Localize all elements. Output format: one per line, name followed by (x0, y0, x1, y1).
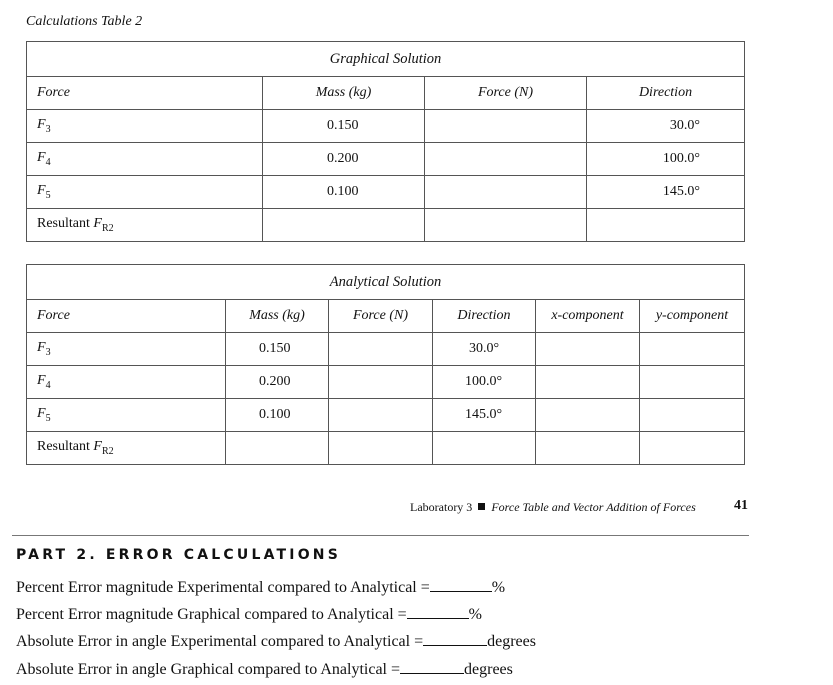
header-mass: Mass (kg) (226, 300, 329, 333)
header-x-component: x-component (536, 300, 640, 333)
square-bullet-icon (478, 503, 485, 510)
answer-blank[interactable] (423, 631, 487, 646)
direction-cell[interactable] (587, 209, 745, 242)
force-n-cell[interactable] (329, 333, 433, 366)
x-component-cell[interactable] (536, 366, 640, 399)
mass-cell: 0.100 (263, 176, 425, 209)
direction-cell: 100.0° (433, 366, 536, 399)
graphical-table-title: Graphical Solution (27, 42, 745, 77)
force-label: $F_3$ (27, 333, 226, 366)
table-row-resultant (27, 432, 745, 465)
page-number: 41 (734, 498, 748, 513)
error-line-1 (16, 577, 505, 597)
lab-label: Laboratory 3 (410, 500, 473, 514)
error-unit: degrees (464, 661, 513, 678)
error-line-2 (16, 604, 482, 624)
mass-cell[interactable] (226, 432, 329, 465)
header-direction: Direction (587, 77, 745, 110)
header-force: Force (27, 300, 226, 333)
x-component-cell[interactable] (536, 399, 640, 432)
table-row (27, 366, 745, 399)
page-footer (410, 500, 696, 515)
error-label: Percent Error magnitude Graphical compared to Analytical = (16, 606, 407, 623)
header-force: Force (27, 77, 263, 110)
header-direction: Direction (433, 300, 536, 333)
force-label: $F_4$ (27, 143, 263, 176)
force-label: $F_5$ (27, 399, 226, 432)
force-n-cell[interactable] (425, 209, 587, 242)
y-component-cell[interactable] (640, 399, 745, 432)
part2-heading: PART 2. ERROR CALCULATIONS (16, 547, 342, 563)
header-force-n: Force (N) (425, 77, 587, 110)
header-force-n: Force (N) (329, 300, 433, 333)
force-n-cell[interactable] (329, 399, 433, 432)
mass-cell: 0.150 (263, 110, 425, 143)
error-line-4 (16, 659, 513, 679)
force-n-cell[interactable] (329, 432, 433, 465)
resultant-label: Resultant $F_{R2}$ (27, 432, 226, 465)
table-row (27, 176, 745, 209)
error-label: Absolute Error in angle Graphical compared to Analytical = (16, 661, 401, 678)
direction-cell: 30.0° (433, 333, 536, 366)
error-line-3 (16, 631, 536, 651)
analytical-table-title: Analytical Solution (27, 265, 745, 300)
resultant-label: Resultant $F_{R2}$ (27, 209, 263, 242)
mass-cell: 0.200 (226, 366, 329, 399)
direction-cell: 145.0° (587, 176, 745, 209)
header-y-component: y-component (640, 300, 745, 333)
force-n-cell[interactable] (425, 110, 587, 143)
error-label: Absolute Error in angle Experimental compared to Analytical = (16, 633, 424, 650)
force-n-cell[interactable] (425, 176, 587, 209)
answer-blank[interactable] (430, 577, 492, 592)
graphical-solution-table (26, 41, 745, 242)
table-caption: Calculations Table 2 (26, 14, 143, 29)
direction-cell: 30.0° (587, 110, 745, 143)
table-row-resultant (27, 209, 745, 242)
error-unit: degrees (487, 633, 536, 650)
table-row (27, 110, 745, 143)
table-row (27, 143, 745, 176)
direction-cell: 145.0° (433, 399, 536, 432)
y-component-cell[interactable] (640, 333, 745, 366)
lab-title: Force Table and Vector Addition of Forces (491, 500, 696, 514)
header-mass: Mass (kg) (263, 77, 425, 110)
x-component-cell[interactable] (536, 333, 640, 366)
analytical-solution-table (26, 264, 745, 465)
direction-cell[interactable] (433, 432, 536, 465)
table-row (27, 333, 745, 366)
mass-cell: 0.100 (226, 399, 329, 432)
force-n-cell[interactable] (329, 366, 433, 399)
mass-cell: 0.200 (263, 143, 425, 176)
answer-blank[interactable] (407, 604, 469, 619)
force-label: $F_3$ (27, 110, 263, 143)
answer-blank[interactable] (400, 659, 464, 674)
error-unit: % (468, 606, 482, 623)
force-label: $F_5$ (27, 176, 263, 209)
error-unit: % (491, 579, 506, 596)
y-component-cell[interactable] (640, 432, 745, 465)
y-component-cell[interactable] (640, 366, 745, 399)
divider (12, 535, 749, 536)
error-label: Percent Error magnitude Experimental compared to Analytical = (16, 579, 430, 596)
mass-cell: 0.150 (226, 333, 329, 366)
mass-cell[interactable] (263, 209, 425, 242)
force-n-cell[interactable] (425, 143, 587, 176)
direction-cell: 100.0° (587, 143, 745, 176)
x-component-cell[interactable] (536, 432, 640, 465)
table-row (27, 399, 745, 432)
force-label: $F_4$ (27, 366, 226, 399)
